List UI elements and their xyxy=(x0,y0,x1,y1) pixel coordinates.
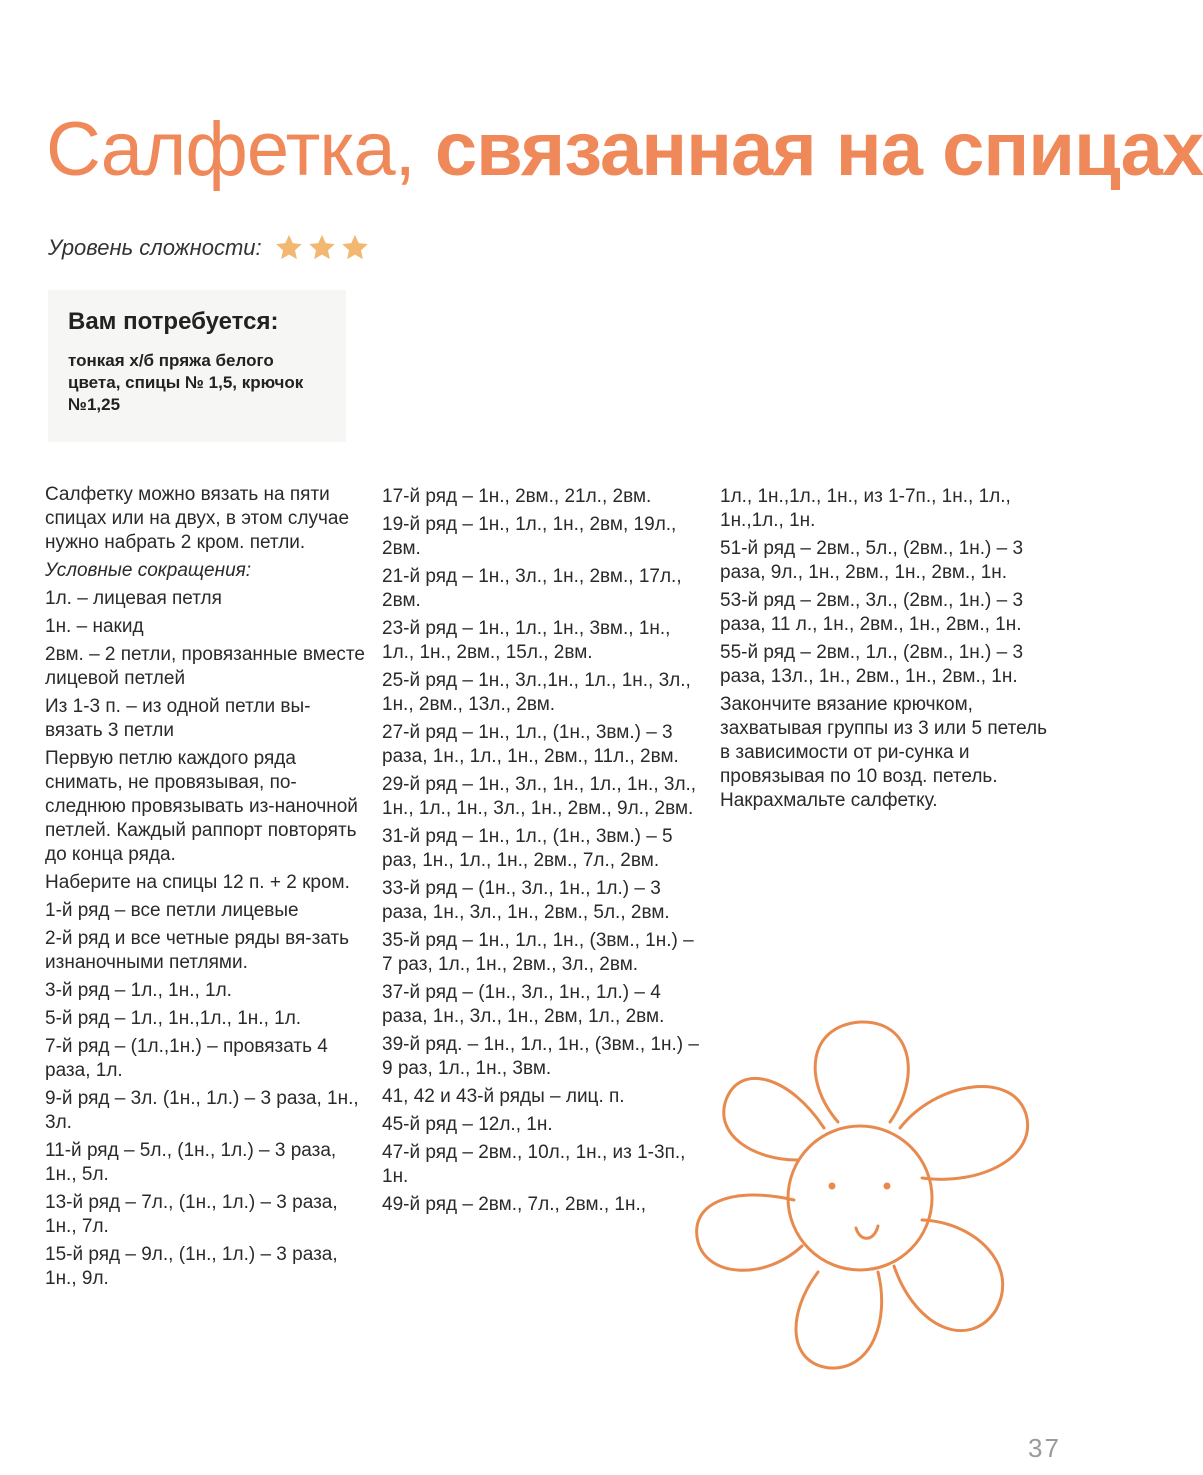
flower-center xyxy=(788,1126,932,1270)
instruction-paragraph: Первую петлю каждого ряда снимать, не провязывая, по-следнюю провязывать из-наночной петлей. Каждый раппорт повторять до конца ряда. xyxy=(45,748,358,865)
flower-eye xyxy=(884,1183,891,1190)
row-instruction: 1л., 1н.,1л., 1н., из 1-7п., 1н., 1л., 1н.,1л., 1н. xyxy=(720,486,1011,531)
instruction-paragraph: 1-й ряд – все петли лицевые xyxy=(45,900,299,921)
instructions-column-2 xyxy=(382,485,702,1221)
difficulty-stars xyxy=(274,233,370,263)
flower-eye xyxy=(829,1183,836,1190)
materials-heading: Вам потребуется: xyxy=(68,308,279,335)
instruction-paragraph: 9-й ряд – 3л. (1н., 1л.) – 3 раза, 1н., 3л. xyxy=(45,1088,359,1133)
instruction-paragraph: 11-й ряд – 5л., (1н., 1л.) – 3 раза, 1н., 5л. xyxy=(45,1140,337,1185)
flower-smile xyxy=(856,1226,878,1238)
instructions-column-3 xyxy=(720,485,1050,817)
row-instruction: 37-й ряд – (1н., 3л., 1н., 1л.) – 4 раза, 1н., 3л., 1н., 2вм, 1л., 2вм. xyxy=(382,982,665,1027)
instruction-paragraph: 1н. – накид xyxy=(45,616,144,637)
row-instruction: 55-й ряд – 2вм., 1л., (2вм., 1н.) – 3 раза, 13л., 1н., 2вм., 1н., 2вм., 1н. xyxy=(720,642,1024,687)
row-instruction: 29-й ряд – 1н., 3л., 1н., 1л., 1н., 3л., 1н., 1л., 1н., 3л., 1н., 2вм., 9л., 2вм. xyxy=(382,774,697,819)
flower-petal xyxy=(894,1220,1003,1331)
row-instruction: 39-й ряд. – 1н., 1л., 1н., (3вм., 1н.) – 9 раз, 1л., 1н., 3вм. xyxy=(382,1034,699,1079)
flower-petal xyxy=(900,1087,1028,1180)
instruction-paragraph: 15-й ряд – 9л., (1н., 1л.) – 3 раза, 1н., 9л. xyxy=(45,1244,338,1289)
row-instruction: 47-й ряд – 2вм., 10л., 1н., из 1-3п., 1н. xyxy=(382,1142,686,1187)
row-instruction: 27-й ряд – 1н., 1л., (1н., 3вм.) – 3 раза, 1н., 1л., 1н., 2вм., 11л., 2вм. xyxy=(382,722,679,767)
finishing-instruction: Закончите вязание крючком, захватывая группы из 3 или 5 петель в зависимости от ри-сунка и провязывая по 10 возд. петель. Накрахмальте салфетку. xyxy=(720,694,1047,811)
instruction-paragraph: 1л. – лицевая петля xyxy=(45,588,222,609)
instruction-paragraph: Наберите на спицы 12 п. + 2 кром. xyxy=(45,872,350,893)
instruction-paragraph: 7-й ряд – (1л.,1н.) – провязать 4 раза, 1л. xyxy=(45,1036,328,1081)
page-number: 37 xyxy=(1028,1433,1061,1463)
title-light: Салфетка, xyxy=(46,107,415,192)
star-icon xyxy=(274,233,304,263)
row-instruction: 35-й ряд – 1н., 1л., 1н., (3вм., 1н.) – 7 раз, 1л., 1н., 2вм., 3л., 2вм. xyxy=(382,930,694,975)
title-bold: связанная на спицах xyxy=(434,107,1203,192)
row-instruction: 45-й ряд – 12л., 1н. xyxy=(382,1114,553,1135)
instruction-paragraph: 2-й ряд и все четные ряды вя-зать изнаночными петлями. xyxy=(45,928,350,973)
flower-petal xyxy=(697,1195,802,1270)
star-icon xyxy=(307,233,337,263)
row-instruction: 53-й ряд – 2вм., 3л., (2вм., 1н.) – 3 раза, 11 л., 1н., 2вм., 1н., 2вм., 1н. xyxy=(720,590,1024,635)
row-instruction: 23-й ряд – 1н., 1л., 1н., 3вм., 1н., 1л., 1н., 2вм., 15л., 2вм. xyxy=(382,618,671,663)
instruction-paragraph: Из 1-3 п. – из одной петли вы-вязать 3 петли xyxy=(45,696,311,741)
difficulty-level xyxy=(48,230,370,266)
abbreviations-heading: Условные сокращения: xyxy=(45,560,252,581)
row-instruction: 31-й ряд – 1н., 1л., (1н., 3вм.) – 5 раз, 1н., 1л., 1н., 2вм., 7л., 2вм. xyxy=(382,826,673,871)
row-instruction: 17-й ряд – 1н., 2вм., 21л., 2вм. xyxy=(382,486,652,507)
instruction-paragraph: 5-й ряд – 1л., 1н.,1л., 1н., 1л. xyxy=(45,1008,302,1029)
row-instruction: 41, 42 и 43-й ряды – лиц. п. xyxy=(382,1086,625,1107)
row-instruction: 49-й ряд – 2вм., 7л., 2вм., 1н., xyxy=(382,1194,647,1215)
instructions-column-1 xyxy=(45,483,365,1295)
row-instruction: 19-й ряд – 1н., 1л., 1н., 2вм, 19л., 2вм. xyxy=(382,514,677,559)
flower-petal xyxy=(815,1022,908,1122)
difficulty-label: Уровень сложности: xyxy=(48,235,262,260)
instruction-paragraph: 13-й ряд – 7л., (1н., 1л.) – 3 раза, 1н., 7л. xyxy=(45,1192,338,1237)
page-title xyxy=(46,100,1203,200)
instruction-paragraph: 2вм. – 2 петли, провязанные вместе лицевой петлей xyxy=(45,644,365,689)
flower-illustration xyxy=(690,1010,1050,1380)
row-instruction: 33-й ряд – (1н., 3л., 1н., 1л.) – 3 раза, 1н., 3л., 1н., 2вм., 5л., 2вм. xyxy=(382,878,670,923)
row-instruction: 25-й ряд – 1н., 3л.,1н., 1л., 1н., 3л., 1н., 2вм., 13л., 2вм. xyxy=(382,670,691,715)
instruction-paragraph: Салфетку можно вязать на пяти спицах или на двух, в этом случае нужно набрать 2 кром. петли. xyxy=(45,484,350,553)
star-icon xyxy=(340,233,370,263)
row-instruction: 51-й ряд – 2вм., 5л., (2вм., 1н.) – 3 раза, 9л., 1н., 2вм., 1н., 2вм., 1н. xyxy=(720,538,1024,583)
materials-text: тонкая х/б пряжа белого цвета, спицы № 1,5, крючок №1,25 xyxy=(68,351,304,414)
flower-petal xyxy=(796,1272,882,1368)
row-instruction: 21-й ряд – 1н., 3л., 1н., 2вм., 17л., 2вм. xyxy=(382,566,682,611)
instruction-paragraph: 3-й ряд – 1л., 1н., 1л. xyxy=(45,980,232,1001)
materials-box xyxy=(48,290,346,442)
